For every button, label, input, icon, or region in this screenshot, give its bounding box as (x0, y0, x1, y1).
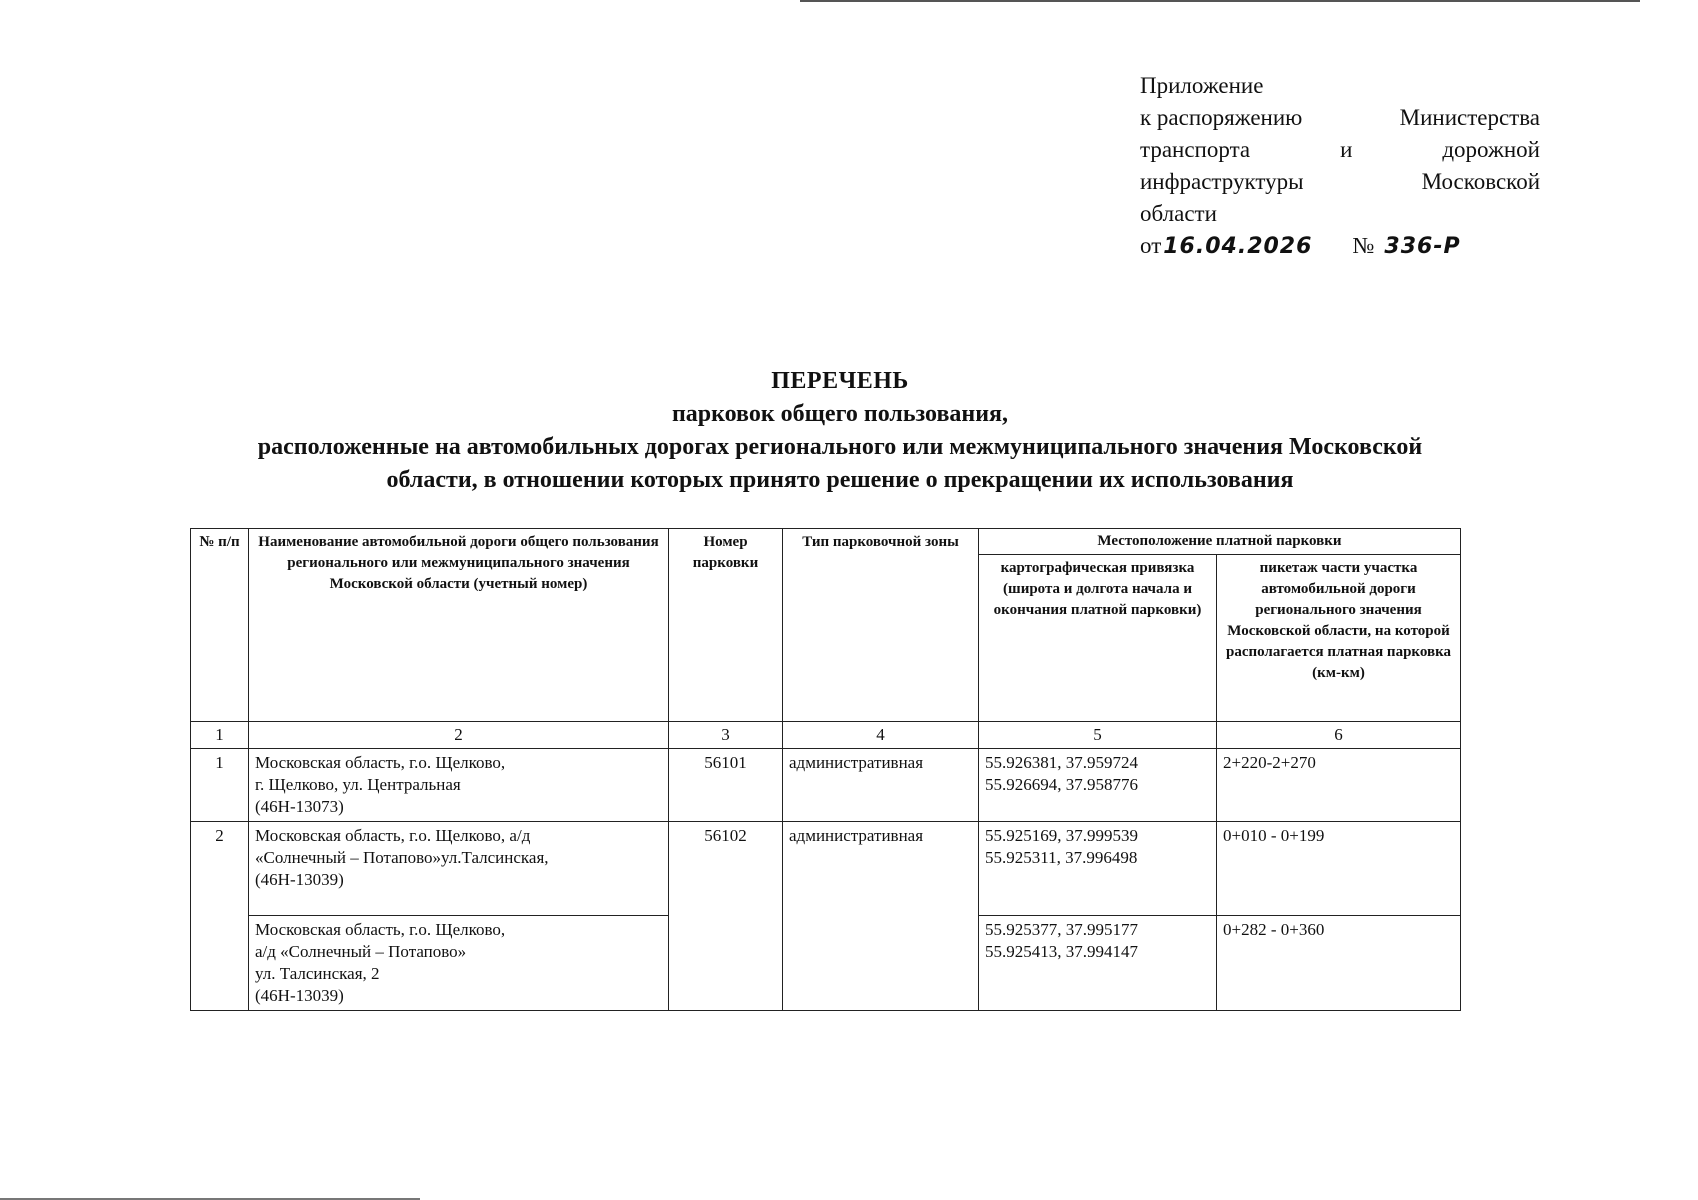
zone-type-cell: административная (783, 749, 979, 822)
road-name-line: (46Н-13039) (255, 986, 344, 1005)
appendix-line-4: инфраструктуры Московской (1140, 169, 1540, 194)
appendix-line-2-left: к распоряжению (1140, 105, 1303, 130)
column-number-4: 4 (783, 722, 979, 749)
column-number-3: 3 (669, 722, 783, 749)
road-name-line: Московская область, г.о. Щелково, а/д (255, 826, 531, 845)
appendix-title: Приложение (1140, 73, 1264, 98)
road-name-line: г. Щелково, ул. Центральная (255, 775, 461, 794)
header-location-group: Местоположение платной парковки (979, 529, 1461, 555)
column-number-5: 5 (979, 722, 1217, 749)
coordinate-line: 55.926694, 37.958776 (985, 775, 1138, 794)
title-line-4: области, в отношении которых принято решение о прекращении их использования (386, 467, 1294, 493)
table-row (191, 822, 1461, 916)
title-line-2: парковок общего пользования, (671, 401, 1009, 427)
appendix-line-2-right: Министерства (1399, 105, 1540, 130)
appendix-line-2 (1140, 102, 1540, 134)
header-number: № п/п (191, 529, 249, 722)
header-picket: пикетаж части участка автомобильной дороги регионального значения Московской области, на которой располагается платная парковка (км-км) (1217, 555, 1461, 722)
coordinate-line: 55.925413, 37.994147 (985, 942, 1138, 961)
road-name-line: а/д «Солнечный – Потапово» (255, 942, 467, 961)
road-name-cell (249, 916, 669, 1011)
road-name-cell (249, 822, 669, 916)
parking-number-cell: 56102 (669, 822, 783, 1011)
road-name-line: Московская область, г.о. Щелково, (255, 753, 506, 772)
picket-cell: 0+010 - 0+199 (1217, 822, 1461, 916)
title-line-3: расположенные на автомобильных дорогах регионального или межмуниципального значения Московской (257, 434, 1423, 460)
date-prefix: от (1140, 233, 1162, 258)
number-label: № (1352, 233, 1375, 258)
header-parking-number: Номер парковки (669, 529, 783, 722)
scan-edge-mark-top (800, 0, 1640, 2)
road-name-line: «Солнечный – Потапово»ул.Талсинская, (255, 848, 549, 867)
handwritten-number: 336-Р (1384, 234, 1461, 259)
column-numbers-row (191, 722, 1461, 749)
road-name-cell (249, 749, 669, 822)
coordinate-line: 55.926381, 37.959724 (985, 753, 1138, 772)
coordinates-cell (979, 749, 1217, 822)
road-name-line: (46Н-13039) (255, 870, 344, 889)
appendix-line-3: транспорта и дорожной (1140, 137, 1540, 162)
parking-number-cell: 56101 (669, 749, 783, 822)
appendix-block (1140, 70, 1540, 263)
title-main: ПЕРЕЧЕНЬ (771, 368, 909, 394)
picket-cell: 2+220-2+270 (1217, 749, 1461, 822)
handwritten-date: 16.04.2026 (1163, 234, 1313, 259)
table-header-row (191, 529, 1461, 555)
row-number: 2 (191, 822, 249, 1011)
document-title (120, 365, 1560, 497)
road-name-line: Московская область, г.о. Щелково, (255, 920, 506, 939)
coordinate-line: 55.925377, 37.995177 (985, 920, 1138, 939)
coordinate-line: 55.925311, 37.996498 (985, 848, 1138, 867)
appendix-line-5: области (1140, 201, 1217, 226)
coordinate-line: 55.925169, 37.999539 (985, 826, 1138, 845)
table-row (191, 749, 1461, 822)
parking-list-table (190, 528, 1461, 1011)
header-zone-type: Тип парковочной зоны (783, 529, 979, 722)
road-name-line: ул. Талсинская, 2 (255, 964, 380, 983)
header-coordinates: картографическая привязка (широта и долгота начала и окончания платной парковки) (979, 555, 1217, 722)
column-number-2: 2 (249, 722, 669, 749)
picket-cell: 0+282 - 0+360 (1217, 916, 1461, 1011)
appendix-date-line (1140, 230, 1540, 263)
row-number: 1 (191, 749, 249, 822)
header-road-name: Наименование автомобильной дороги общего пользования регионального или межмуниципального значения Московской области (учетный номер) (249, 529, 669, 722)
column-number-6: 6 (1217, 722, 1461, 749)
coordinates-cell (979, 822, 1217, 916)
road-name-line: (46Н-13073) (255, 797, 344, 816)
zone-type-cell: административная (783, 822, 979, 1011)
column-number-1: 1 (191, 722, 249, 749)
coordinates-cell (979, 916, 1217, 1011)
